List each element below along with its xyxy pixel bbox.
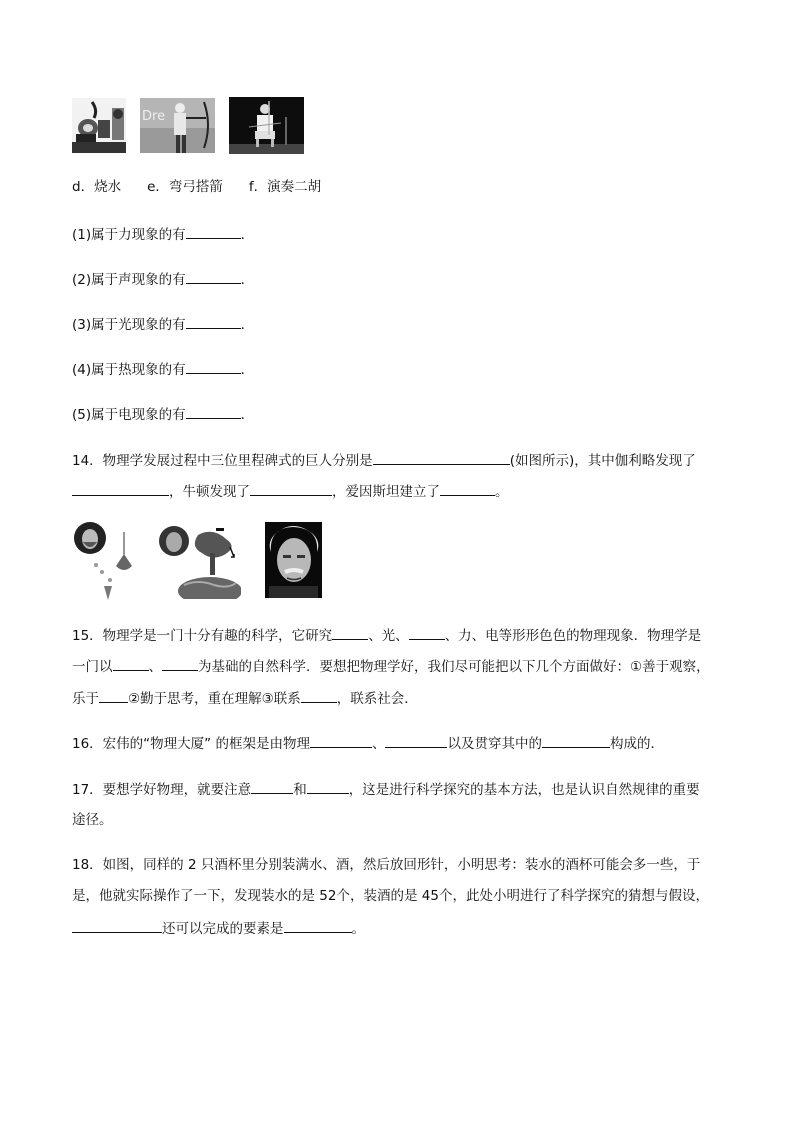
q14-text-d: ，爱因斯坦建立了: [332, 484, 440, 500]
banner-text: Dre: [142, 109, 166, 124]
q13-part2-text: (2)属于声现象的有: [72, 272, 186, 288]
answer-blank[interactable]: [332, 625, 368, 640]
answer-blank[interactable]: [162, 656, 198, 671]
q13-part1-text: (1)属于力现象的有: [72, 227, 186, 243]
answer-blank[interactable]: [301, 688, 337, 703]
q15-text-2c: 为基础的自然科学．要想把物理学好，我们尽可能把以下几个方面做好：①善于观察，: [198, 659, 710, 675]
image-labels-row: [72, 178, 321, 196]
answer-blank[interactable]: [385, 733, 447, 748]
q18-line3: [72, 918, 365, 938]
q15-text-3b: ②勤于思考，重在理解③联系: [128, 691, 301, 707]
image-einstein: [265, 522, 322, 598]
q14-line2: [72, 481, 509, 501]
answer-blank[interactable]: [307, 779, 349, 794]
answer-blank[interactable]: [72, 918, 162, 933]
q15-text-2a: 一门以: [72, 659, 113, 675]
answer-blank[interactable]: [409, 625, 445, 640]
q15-line1: [72, 625, 701, 645]
q13-part3: [72, 314, 254, 334]
answer-blank[interactable]: [186, 359, 241, 374]
answer-blank[interactable]: [284, 918, 352, 933]
q13-part3-text: (3)属于光现象的有: [72, 317, 186, 333]
q18-line1: [72, 856, 700, 874]
q13-part5: [72, 404, 254, 424]
q17-text-d: 途径。: [72, 812, 113, 828]
q13-part5-text: (5)属于电现象的有: [72, 407, 186, 423]
period: ．: [240, 272, 255, 288]
q18-line2: [72, 887, 709, 905]
q14-line1: [72, 450, 696, 470]
q16-text-a: 16．宏伟的“物理大厦” 的框架是由物理: [72, 736, 310, 752]
image-archery: [140, 98, 215, 153]
answer-blank[interactable]: [373, 450, 510, 465]
period: ．: [240, 362, 255, 378]
q16-line1: [72, 733, 664, 753]
q14-text-c: ，牛顿发现了: [169, 484, 250, 500]
q17-line2: [72, 811, 113, 829]
q17-line1: [72, 779, 700, 799]
q16-text-b: 、: [371, 736, 386, 752]
q17-text-c: ，这是进行科学探究的基本方法，也是认识自然规律的重要: [348, 782, 700, 798]
q14-text-b: (如图所示)，其中伽利略发现了: [509, 453, 696, 469]
q18-text-3a: 还可以完成的要素是: [162, 921, 284, 937]
q13-part4: [72, 359, 254, 379]
period: ．: [240, 407, 255, 423]
q15-line3: [72, 688, 418, 708]
q18-text-3b: 。: [351, 921, 365, 937]
answer-blank[interactable]: [186, 269, 241, 284]
answer-blank[interactable]: [440, 481, 495, 496]
label-f: f．演奏二胡: [248, 179, 322, 195]
q16-text-c: 以及贯穿其中的: [447, 736, 542, 752]
q15-text-3c: ，联系社会．: [336, 691, 418, 707]
q17-text-a: 17．要想学好物理，就要注意: [72, 782, 252, 798]
answer-blank[interactable]: [113, 656, 149, 671]
image-galileo: [72, 520, 142, 602]
period: ．: [240, 317, 255, 333]
q18-text-1: 18．如图，同样的 2 只酒杯里分别装满水、酒，然后放回形针，小明思考：装水的酒杯可能会多一些，于: [72, 857, 701, 873]
q13-part2: [72, 269, 254, 289]
image-boiling-water: [72, 98, 126, 153]
answer-blank[interactable]: [310, 733, 372, 748]
label-e: e．弯弓搭箭: [147, 179, 223, 195]
q15-text-1a: 15．物理学是一门十分有趣的科学，它研究: [72, 628, 333, 644]
answer-blank[interactable]: [251, 779, 293, 794]
answer-blank[interactable]: [72, 481, 169, 496]
q13-part1: [72, 224, 254, 244]
period: ．: [240, 227, 255, 243]
answer-blank[interactable]: [186, 314, 241, 329]
answer-blank[interactable]: [186, 404, 241, 419]
q15-text-2b: 、: [148, 659, 162, 675]
q16-text-d: 构成的．: [609, 736, 664, 752]
q13-part4-text: (4)属于热现象的有: [72, 362, 186, 378]
answer-blank[interactable]: [186, 224, 241, 239]
image-newton: [158, 525, 241, 599]
answer-blank[interactable]: [542, 733, 610, 748]
q15-text-1c: 、力、电等形形色色的物理现象．物理学是: [444, 628, 702, 644]
q17-text-b: 和: [293, 782, 307, 798]
answer-blank[interactable]: [99, 688, 128, 703]
label-d: d．烧水: [72, 179, 122, 195]
q14-text-e: 。: [495, 484, 509, 500]
q18-text-2: 是，他就实际操作了一下，发现装水的是 52个，装酒的是 45个，此处小明进行了科学探究的猜想与假设，: [72, 888, 709, 904]
answer-blank[interactable]: [250, 481, 332, 496]
q14-text-a: 14．物理学发展过程中三位里程碑式的巨人分别是: [72, 453, 373, 469]
image-erhu: [229, 97, 304, 154]
q15-line2: [72, 656, 710, 676]
q15-text-3a: 乐于: [72, 691, 99, 707]
q15-text-1b: 、光、: [368, 628, 409, 644]
